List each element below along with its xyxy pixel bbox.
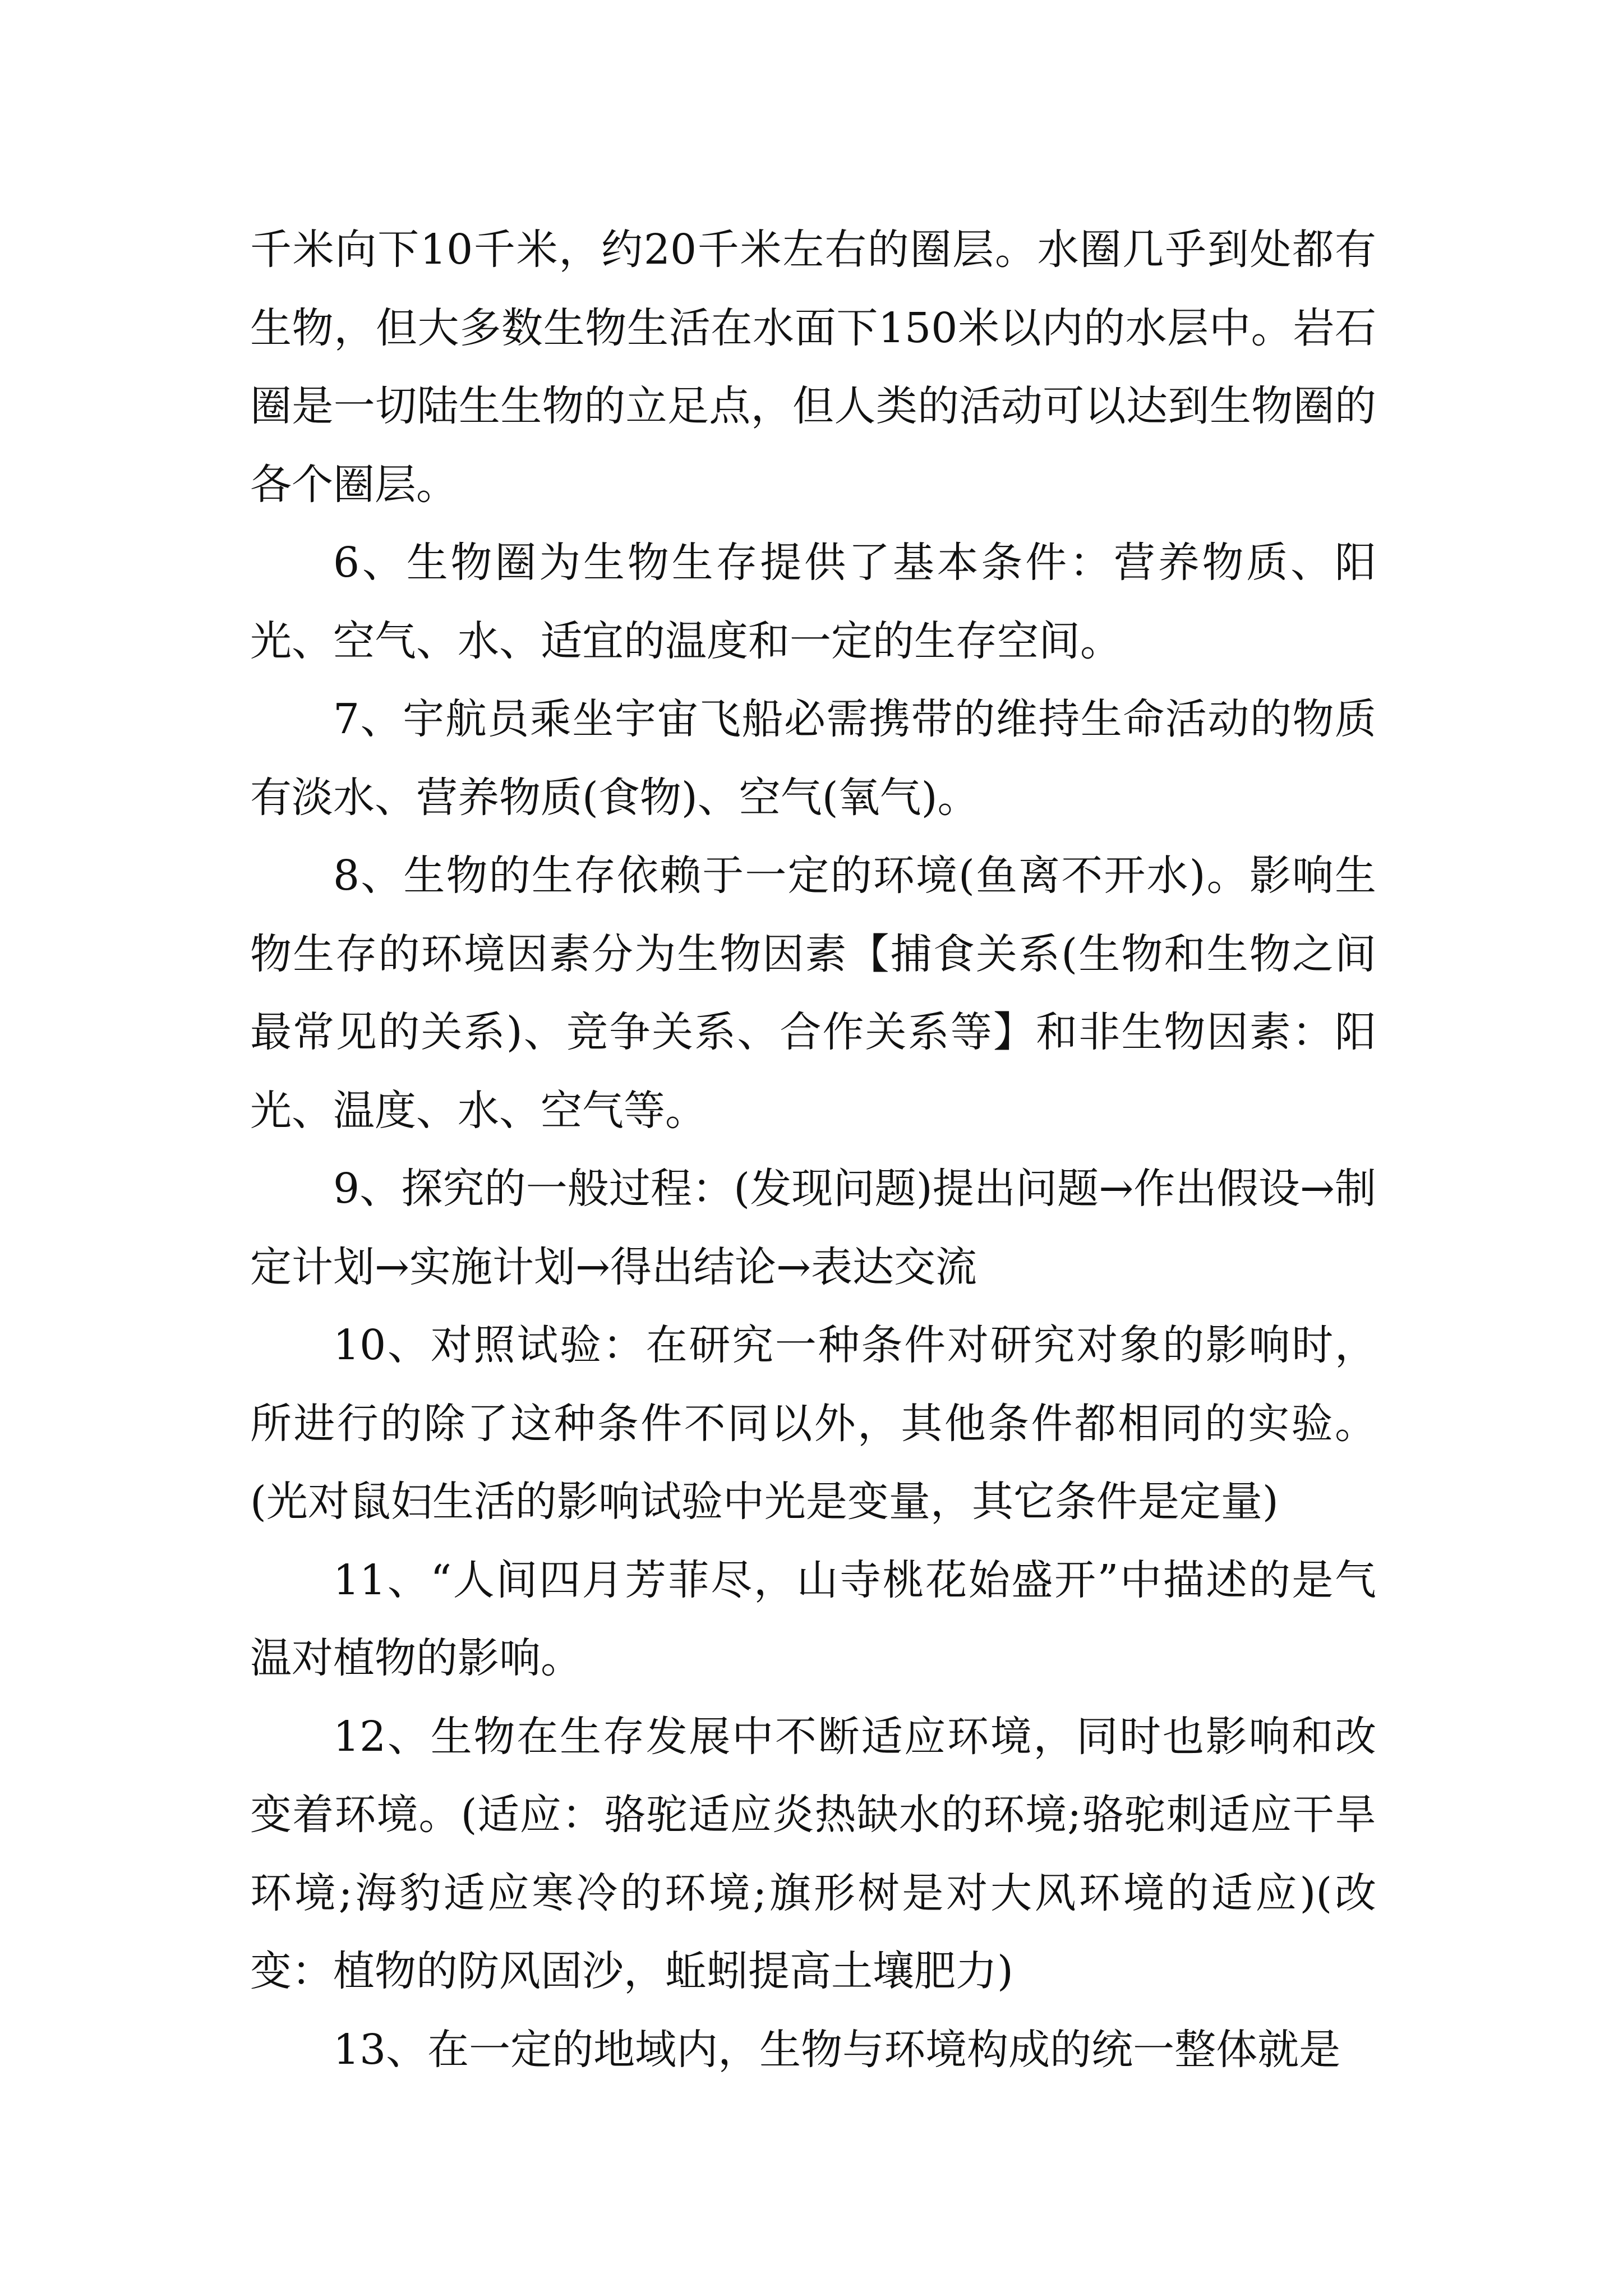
paragraph-item-13: 13、在一定的地域内，生物与环境构成的统一整体就是: [333, 2025, 1341, 2074]
paragraph-item-11: 11、“人间四月芳菲尽，山寺桃花始盛开”中描述的是气温对植物的影响。: [250, 1556, 1376, 1682]
paragraph-item-12: 12、生物在生存发展中不断适应环境，同时也影响和改变着环境。(适应：骆驼适应炎热缺水的环境;骆驼刺适应干旱环境;海豹适应寒冷的环境;旗形树是对大风环境的适应)(改变：植物的防风固沙，蚯蚓提高土壤肥力): [250, 1712, 1376, 1995]
paragraph-item-7: 7、宇航员乘坐宇宙飞船必需携带的维持生命活动的物质有淡水、营养物质(食物)、空气(氧气)。: [250, 695, 1376, 822]
paragraph-item-10: 10、对照试验：在研究一种条件对研究对象的影响时，所进行的除了这种条件不同以外，其他条件都相同的实验。(光对鼠妇生活的影响试验中光是变量，其它条件是定量): [250, 1321, 1376, 1526]
paragraph-continued: 千米向下10千米，约20千米左右的圈层。水圈几乎到处都有生物，但大多数生物生活在水面下150米以内的水层中。岩石圈是一切陆生生物的立足点，但人类的活动可以达到生物圈的各个圈层。: [250, 226, 1376, 509]
document-body: [250, 211, 1376, 2089]
paragraph-item-9: 9、探究的一般过程：(发现问题)提出问题→作出假设→制定计划→实施计划→得出结论→表达交流: [250, 1165, 1376, 1291]
paragraph-item-6: 6、生物圈为生物生存提供了基本条件：营养物质、阳光、空气、水、适宜的温度和一定的生存空间。: [250, 539, 1376, 665]
paragraph-item-8: 8、生物的生存依赖于一定的环境(鱼离不开水)。影响生物生存的环境因素分为生物因素【捕食关系(生物和生物之间最常见的关系)、竞争关系、合作关系等】和非生物因素：阳光、温度、水、空气等。: [250, 852, 1376, 1135]
